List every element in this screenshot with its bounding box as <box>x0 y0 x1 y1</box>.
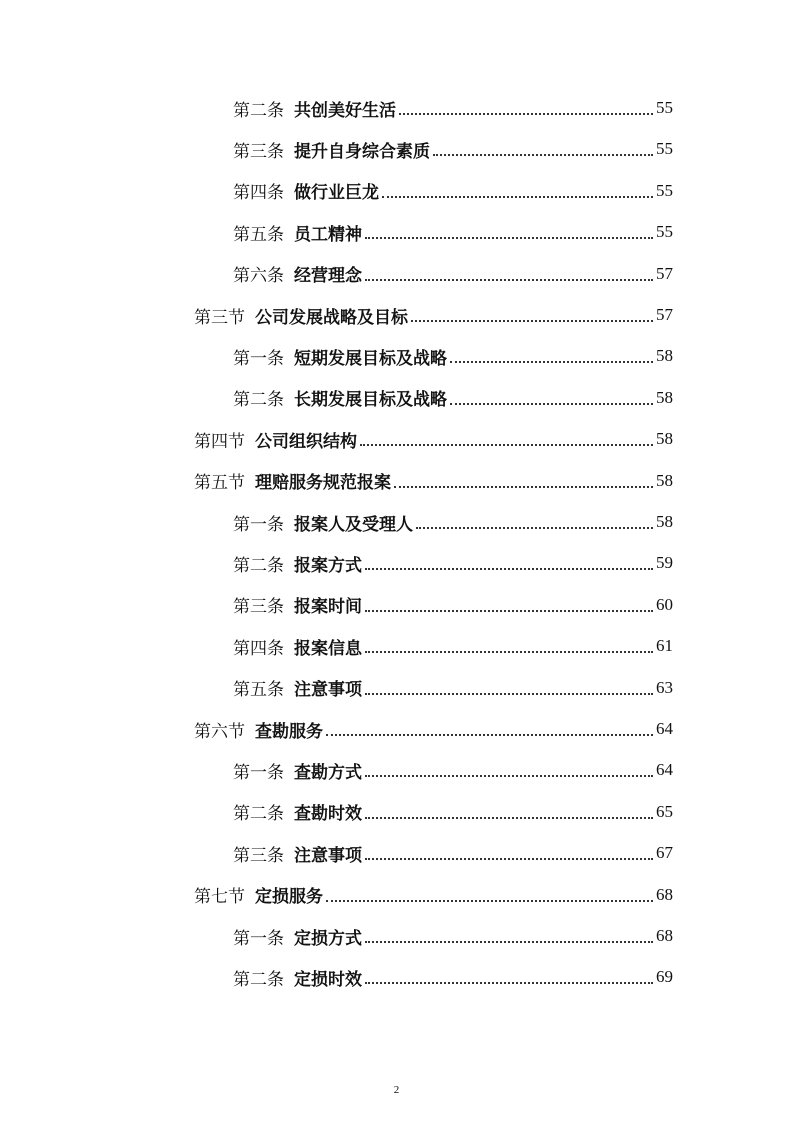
toc-entry[interactable] <box>233 502 673 542</box>
toc-entry[interactable] <box>233 543 673 583</box>
toc-entry[interactable] <box>233 336 673 376</box>
toc-entry-page: 57 <box>656 305 673 324</box>
page-number: 2 <box>393 1084 400 1096</box>
toc-entry[interactable] <box>233 668 673 708</box>
dot-leader <box>416 526 653 529</box>
dot-leader <box>433 153 653 156</box>
toc-entry-page: 55 <box>656 98 673 117</box>
toc-entry-page: 67 <box>656 843 673 863</box>
dot-leader <box>365 816 653 819</box>
dot-leader <box>450 360 653 363</box>
toc-entry-page: 59 <box>656 553 673 573</box>
toc-entry[interactable] <box>233 378 673 418</box>
dot-leader <box>365 236 653 239</box>
toc-entry-number: 第五节 <box>194 473 245 494</box>
page-footer <box>0 1084 793 1096</box>
toc-entry[interactable] <box>233 585 673 625</box>
dot-leader <box>365 609 653 612</box>
dot-leader <box>365 650 653 653</box>
toc-entry-section[interactable] <box>194 709 673 749</box>
toc-entry-number: 第三节 <box>194 307 245 328</box>
toc-entry-page: 63 <box>656 677 673 697</box>
dot-leader <box>399 112 653 115</box>
toc-entry-section[interactable] <box>194 461 673 501</box>
toc-entry-number: 第二条 <box>233 100 284 121</box>
toc-entry-title: 定损服务 <box>255 887 323 908</box>
toc-entry-page: 55 <box>656 139 673 159</box>
toc-entry-number: 第一条 <box>233 514 284 535</box>
toc-entry-title: 公司组织结构 <box>255 431 357 452</box>
dot-leader <box>411 319 653 322</box>
toc-entry-number: 第五条 <box>233 224 284 245</box>
toc-entry-title: 定损时效 <box>294 969 362 990</box>
dot-leader <box>326 733 653 736</box>
toc-entry[interactable] <box>233 833 673 873</box>
toc-entry[interactable] <box>233 916 673 956</box>
dot-leader <box>365 567 653 570</box>
dot-leader <box>365 981 653 984</box>
dot-leader <box>365 940 653 943</box>
dot-leader <box>450 402 653 405</box>
toc-entry-page: 65 <box>656 801 673 821</box>
toc-entry-number: 第四节 <box>194 431 245 452</box>
dot-leader <box>382 195 653 198</box>
toc-entry-title: 长期发展目标及战略 <box>294 390 447 411</box>
toc-entry-number: 第三条 <box>233 845 284 866</box>
toc-entry-number: 第一条 <box>233 348 284 369</box>
toc-entry-number: 第六节 <box>194 721 245 742</box>
dot-leader <box>365 857 653 860</box>
toc-entry-page: 55 <box>656 222 673 242</box>
dot-leader <box>365 774 653 777</box>
toc-entry-page: 57 <box>656 263 673 283</box>
toc-entry-page: 58 <box>656 470 673 490</box>
toc-entry-page: 58 <box>656 512 673 531</box>
toc-entry-title: 注意事项 <box>294 845 362 866</box>
toc-entry[interactable] <box>233 626 673 666</box>
dot-leader <box>365 692 653 695</box>
toc-entry-section[interactable] <box>194 419 673 459</box>
toc-entry[interactable] <box>233 957 673 997</box>
toc-entry-page: 58 <box>656 346 673 366</box>
toc-entry-number: 第一条 <box>233 928 284 949</box>
toc-entry-section[interactable] <box>194 875 673 915</box>
toc-entry[interactable] <box>233 171 673 211</box>
toc-entry-number: 第二条 <box>233 555 284 576</box>
toc-entry-number: 第二条 <box>233 390 284 411</box>
toc-entry-section[interactable] <box>194 295 673 335</box>
toc-entry-title: 定损方式 <box>294 928 362 949</box>
toc-entry-page: 68 <box>656 884 673 904</box>
toc-entry-title: 提升自身综合素质 <box>294 141 430 162</box>
toc-entry-number: 第三条 <box>233 597 284 618</box>
toc-entry-title: 注意事项 <box>294 680 362 701</box>
toc-entry-page: 55 <box>656 180 673 200</box>
toc-entry-number: 第六条 <box>233 266 284 287</box>
toc-entry-title: 报案信息 <box>294 638 362 659</box>
toc-entry-page: 58 <box>656 429 673 449</box>
toc-entry-number: 第三条 <box>233 141 284 162</box>
toc-entry[interactable] <box>233 129 673 169</box>
toc-entry-title: 员工精神 <box>294 224 362 245</box>
toc-entry[interactable] <box>233 212 673 252</box>
dot-leader <box>326 899 653 902</box>
toc-entry[interactable] <box>233 792 673 832</box>
toc-entry-number: 第四条 <box>233 638 284 659</box>
toc-entry-number: 第七节 <box>194 887 245 908</box>
toc-entry-title: 短期发展目标及战略 <box>294 348 447 369</box>
toc-entry-number: 第五条 <box>233 680 284 701</box>
dot-leader <box>365 278 653 281</box>
toc-entry-title: 做行业巨龙 <box>294 183 379 204</box>
toc-entry-title: 查勘时效 <box>294 804 362 825</box>
toc-entry-title: 报案时间 <box>294 597 362 618</box>
toc-entry-title: 公司发展战略及目标 <box>255 307 408 328</box>
toc-entry-number: 第二条 <box>233 969 284 990</box>
toc-entry-title: 经营理念 <box>294 266 362 287</box>
toc-entry-number: 第二条 <box>233 804 284 825</box>
toc-entry-page: 68 <box>656 926 673 945</box>
toc-entry-number: 第四条 <box>233 183 284 204</box>
toc-entry-page: 69 <box>656 967 673 987</box>
toc-entry-title: 报案方式 <box>294 555 362 576</box>
dot-leader <box>394 485 653 488</box>
toc-entry-title: 理赔服务规范报案 <box>255 473 391 494</box>
toc-entry-title: 查勘服务 <box>255 721 323 742</box>
toc-entry-title: 报案人及受理人 <box>294 514 413 535</box>
toc-entry[interactable] <box>233 88 673 128</box>
toc-entry-page: 61 <box>656 636 673 656</box>
toc-entry-number: 第一条 <box>233 762 284 783</box>
toc-entry-page: 64 <box>656 760 673 780</box>
toc-entry-page: 64 <box>656 719 673 738</box>
dot-leader <box>360 443 653 446</box>
toc-entry-title: 查勘方式 <box>294 762 362 783</box>
toc-entry-page: 58 <box>656 387 673 407</box>
toc-entry[interactable] <box>233 750 673 790</box>
toc-entry-page: 60 <box>656 594 673 614</box>
toc-entry-title: 共创美好生活 <box>294 100 396 121</box>
toc-entry[interactable] <box>233 254 673 294</box>
